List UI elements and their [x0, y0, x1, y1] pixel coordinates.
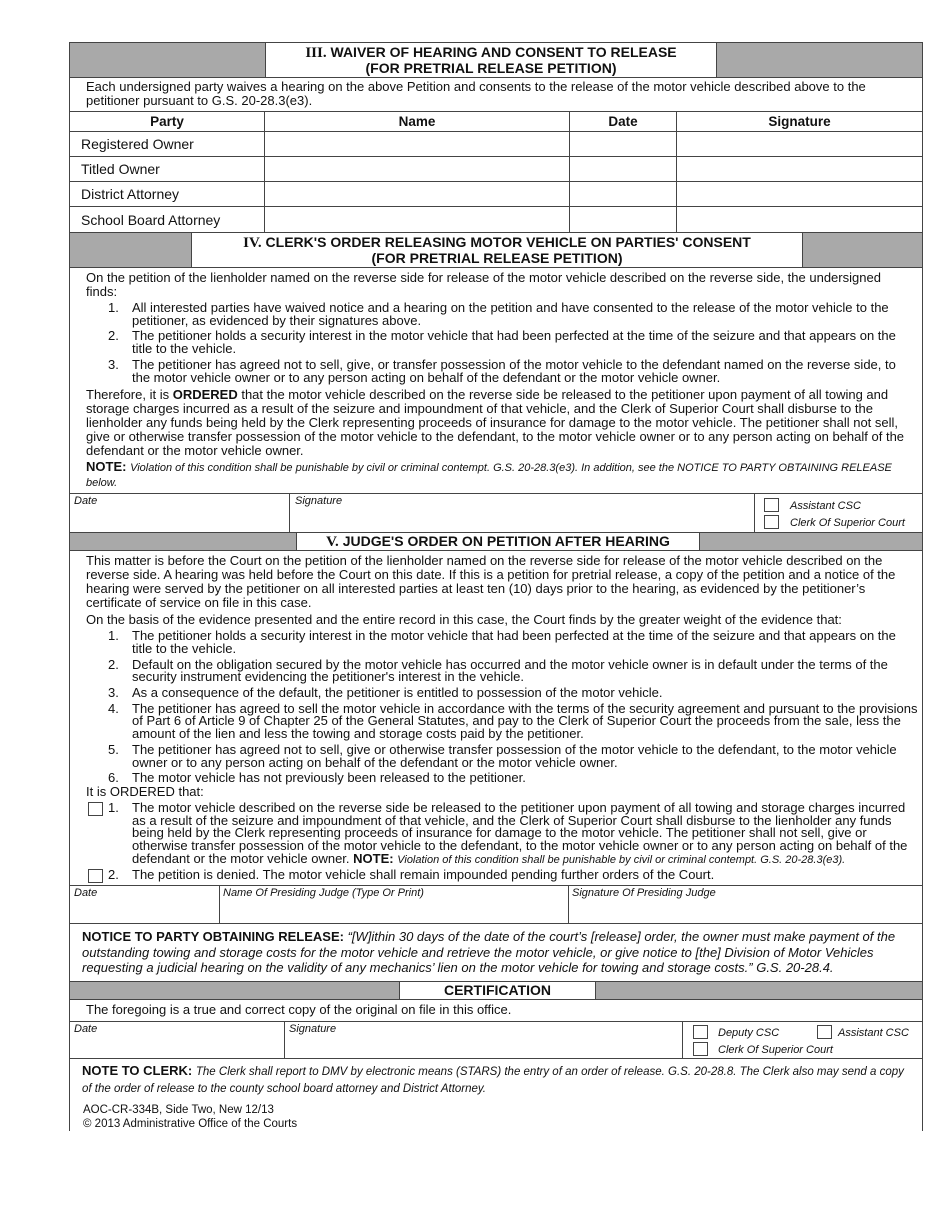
- party-name-field[interactable]: [265, 182, 570, 207]
- deputy-csc-label: Deputy CSC: [718, 1026, 780, 1039]
- deputy-csc-checkbox[interactable]: [693, 1025, 708, 1039]
- certification-title: CERTIFICATION: [443, 981, 552, 998]
- section-3-title: WAIVER OF HEARING AND CONSENT TO RELEASE: [330, 44, 677, 60]
- clerk-order-note: NOTE: Violation of this condition shall be punishable by civil or criminal contempt. G.S. 20-28.3(e3). In addition, see the NOTICE TO PARTY OBTAINING RELEASE below.: [86, 459, 892, 490]
- party-signature-field[interactable]: [677, 207, 923, 233]
- party-date-field[interactable]: [570, 157, 677, 182]
- judge-signature-row: [70, 885, 922, 924]
- party-row-district-attorney: [70, 182, 922, 207]
- finding-item: 3. The petitioner has agreed not to sell, give, or transfer possession of the motor vehicle to the defendant named on the reverse side, to the motor vehicle owner or to any person acting on behalf of the defendant or the motor vehicle owner.: [108, 356, 896, 385]
- section-3-roman: III.: [305, 45, 327, 61]
- name-column-header: Name: [265, 112, 570, 132]
- party-name-field[interactable]: [265, 207, 570, 233]
- certification-header: [70, 981, 922, 1000]
- party-row-titled-owner: [70, 157, 922, 182]
- date-label: Date: [74, 495, 98, 508]
- party-name-field[interactable]: [265, 157, 570, 182]
- party-date-field[interactable]: [570, 132, 677, 157]
- form-id: AOC-CR-334B, Side Two, New 12/13: [83, 1103, 274, 1116]
- clerk-signature-row: [70, 493, 922, 533]
- section-4-title: CLERK'S ORDER RELEASING MOTOR VEHICLE ON PARTIES' CONSENT: [265, 234, 751, 250]
- party-row-registered-owner: [70, 132, 922, 157]
- certification-signature-row: [70, 1021, 922, 1059]
- party-signature-field[interactable]: [677, 182, 923, 207]
- section-4-roman: IV.: [243, 235, 262, 251]
- party-table: [70, 111, 922, 233]
- note-to-clerk: NOTE TO CLERK: The Clerk shall report to DMV by electronic means (STARS) the entry of an order of release. G.S. 20-28.8. The Clerk also may send a copy of the order of release to the county school board attorney and District Attorney.: [82, 1062, 904, 1095]
- date-label: Date: [74, 887, 98, 900]
- clerk-superior-court-checkbox[interactable]: [764, 515, 779, 529]
- section-5-findings: [70, 630, 922, 785]
- assistant-csc-label: Assistant CSC: [838, 1026, 909, 1039]
- section-3-subtitle: (FOR PRETRIAL RELEASE PETITION): [365, 60, 617, 76]
- finding-item: 1. The petitioner holds a security interest in the motor vehicle that had been perfected at the time of the seizure and that appears on the title to the vehicle.: [108, 628, 896, 656]
- assistant-csc-label: Assistant CSC: [790, 500, 861, 513]
- order-2-checkbox[interactable]: [88, 869, 103, 883]
- party-name-field[interactable]: [265, 132, 570, 157]
- party-date-field[interactable]: [570, 182, 677, 207]
- judge-signature-label: Signature Of Presiding Judge: [572, 887, 716, 900]
- finding-item: 5. The petitioner has agreed not to sell, give or otherwise transfer possession of the motor vehicle to the defendant, to the motor vehicle owner or to any person acting on behalf of the defendant or the motor vehicle owner.: [108, 741, 897, 770]
- finding-item: 6. The motor vehicle has not previously been released to the petitioner.: [108, 770, 526, 786]
- order-1-checkbox[interactable]: [88, 802, 103, 816]
- clerk-superior-court-label: Clerk Of Superior Court: [790, 517, 905, 530]
- ordered-heading: It is ORDERED that:: [86, 783, 204, 799]
- section-5-title: JUDGE'S ORDER ON PETITION AFTER HEARING: [342, 533, 670, 550]
- date-label: Date: [74, 1022, 98, 1035]
- signature-label: Signature: [295, 495, 343, 508]
- section-3-intro: Each undersigned party waives a hearing on the above Petition and consents to the release of the motor vehicle described above to the petitioner pursuant to G.S. 20-28.3(e3).: [86, 79, 866, 108]
- assistant-csc-checkbox[interactable]: [817, 1025, 832, 1039]
- section-5-intro: This matter is before the Court on the petition of the lienholder named on the reverse side for release of the motor vehicle described on the reverse side. A hearing was held before the Court on this date. If this is a petition for pretrial release, a copy of the petition and a notice of the hearing were served by the petitioner on all interested parties at least ten (10) days prior to the hearing, as evidenced by the petitioner’s certificate of service on file in this case.: [86, 553, 896, 611]
- finding-item: 3. As a consequence of the default, the petitioner is entitled to possession of the motor vehicle.: [108, 685, 663, 701]
- signature-label: Signature: [289, 1022, 337, 1035]
- court-form: [69, 42, 923, 1131]
- order-option-2: 2. The petition is denied. The motor vehicle shall remain impounded pending further orders of the Court.: [70, 869, 922, 882]
- finding-item: 4. The petitioner has agreed to sell the motor vehicle in accordance with the terms of the security agreement and pursuant to the provisions of Part 6 of Article 9 of Chapter 25 of the General Statutes, and pay to the Clerk of Superior Court the proceeds from the sale, less the amount of the lien and less the towing and storage costs paid by the petitioner.: [108, 700, 918, 742]
- finding-item: 2. The petitioner holds a security interest in the motor vehicle that had been perfected at the time of the seizure and that appears on the title to the vehicle.: [108, 328, 896, 357]
- section-4-findings: [70, 302, 922, 384]
- section-5-header: [70, 533, 922, 551]
- party-signature-field[interactable]: [677, 157, 923, 182]
- judge-name-label: Name Of Presiding Judge (Type Or Print): [223, 887, 424, 900]
- notice-to-party: NOTICE TO PARTY OBTAINING RELEASE: “[W]ithin 30 days of the date of the court’s [release] order, the owner must make payment of the outstanding towing and storage costs for the motor vehicle and retrieve the motor vehicle, or give notice to [the] Division of Motor Vehicles requesting a judicial hearing on the validity of any mechanics’ lien on the motor vehicle for towing and storage costs.” G.S. 20-28.4.: [82, 929, 896, 976]
- party-label: School Board Attorney: [70, 207, 265, 233]
- party-row-school-board-attorney: [70, 207, 922, 233]
- certification-text: The foregoing is a true and correct copy of the original on file in this office.: [86, 1001, 512, 1017]
- party-column-header: Party: [70, 112, 265, 132]
- finding-item: 1. All interested parties have waived notice and a hearing on the petition and have consented to the release of the motor vehicle to the petitioner, as evidenced by their signatures above.: [108, 300, 889, 328]
- section-4-subtitle: (FOR PRETRIAL RELEASE PETITION): [371, 250, 623, 266]
- section-3-header: [70, 42, 922, 78]
- form-footer: [70, 1101, 922, 1131]
- clerk-superior-court-checkbox[interactable]: [693, 1042, 708, 1056]
- signature-column-header: Signature: [677, 112, 923, 132]
- section-5-basis: On the basis of the evidence presented and the entire record in this case, the Court finds by the greater weight of the evidence that:: [86, 612, 842, 628]
- section-4-header: [70, 233, 922, 268]
- order-option-1: 1. The motor vehicle described on the reverse side be released to the petitioner upon payment of all towing and storage charges incurred as a result of the seizure and impoundment of that vehicle, and the Clerk of Superior Court shall disburse to the lienholder any funds being held by the Clerk representing proceeds of insurance for damage to the motor vehicle. The petitioner shall not sell, give or otherwise transfer possession of the motor vehicle to the defendant, to the motor vehicle owner or to any person acting on behalf of the defendant or the motor vehicle owner. NOTE: Violation of this condition shall be punishable by civil or criminal contempt. G.S. 20-28.3(e3).: [70, 802, 922, 867]
- assistant-csc-checkbox[interactable]: [764, 498, 779, 512]
- party-signature-field[interactable]: [677, 132, 923, 157]
- section-5-roman: V.: [326, 534, 339, 551]
- section-4-intro: On the petition of the lienholder named on the reverse side for release of the motor vehicle described on the reverse side, the undersigned finds:: [86, 270, 881, 299]
- finding-item: 2. Default on the obligation secured by the motor vehicle has occurred and the motor vehicle owner is in default under the terms of the security instrument evidencing the petitioner's interest in the vehicle.: [108, 656, 888, 685]
- party-label: Registered Owner: [70, 132, 265, 157]
- date-column-header: Date: [570, 112, 677, 132]
- party-date-field[interactable]: [570, 207, 677, 233]
- party-label: District Attorney: [70, 182, 265, 207]
- clerk-superior-court-label: Clerk Of Superior Court: [718, 1043, 833, 1056]
- copyright: © 2013 Administrative Office of the Courts: [83, 1117, 298, 1130]
- clerk-order-text: Therefore, it is ORDERED that the motor vehicle described on the reverse side be released to the petitioner upon payment of all towing and storage charges incurred as a result of the seizure and impoundment of that vehicle, and the Clerk of Superior Court shall disburse to the lienholder any funds being held by the Clerk representing proceeds of insurance for damage to the motor vehicle. The petitioner shall not sell, give or otherwise transfer possession of the motor vehicle to the defendant, to the motor vehicle owner or to any person acting on behalf of the defendant or the motor vehicle owner.: [86, 387, 905, 459]
- party-label: Titled Owner: [70, 157, 265, 182]
